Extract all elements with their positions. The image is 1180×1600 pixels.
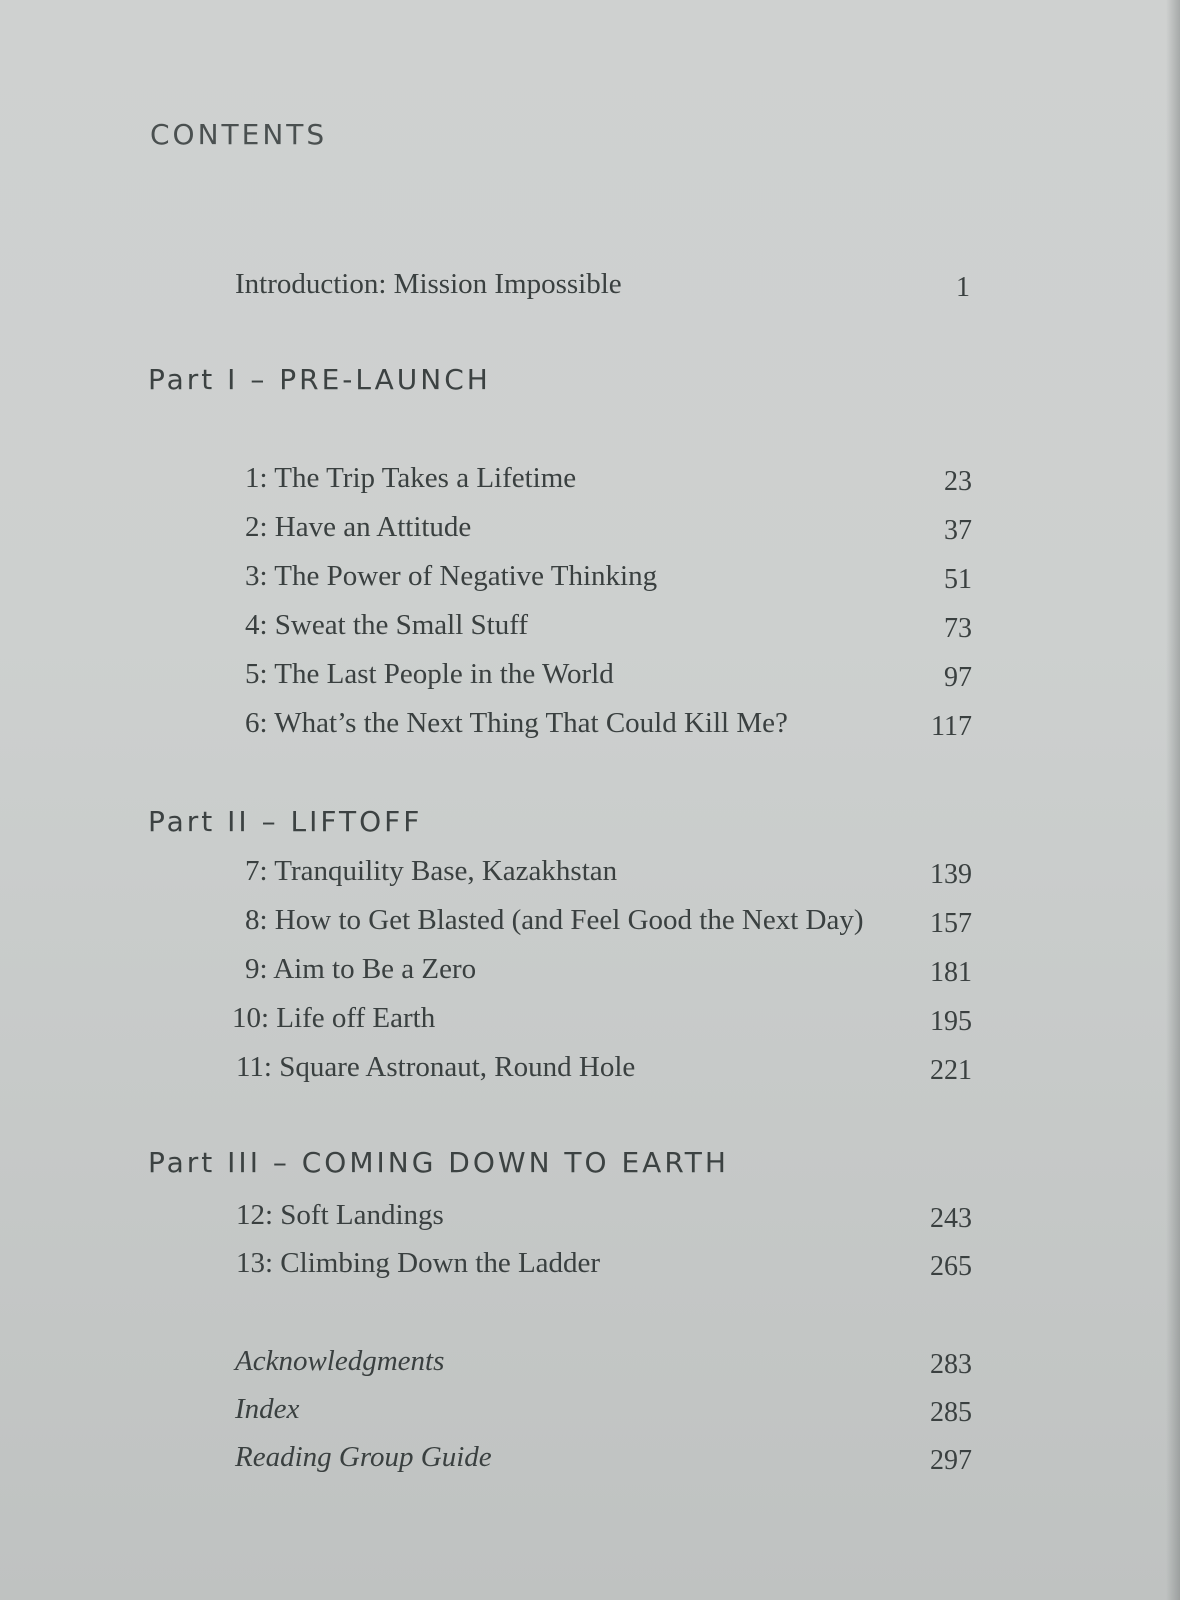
entry-page-number: 283 — [930, 1349, 972, 1380]
toc-entry-chapter-1 — [0, 462, 1180, 502]
toc-entry-chapter-6 — [0, 707, 1180, 747]
part-title-liftoff: Part II – LIFTOFF — [148, 805, 423, 838]
entry-label: 4: Sweat the Small Stuff — [245, 609, 529, 641]
entry-label: 1: The Trip Takes a Lifetime — [245, 462, 577, 494]
entry-label: 13: Climbing Down the Ladder — [236, 1247, 601, 1279]
entry-label: Index — [235, 1393, 300, 1425]
entry-label: 2: Have an Attitude — [245, 511, 472, 543]
entry-label: 8: How to Get Blasted (and Feel Good the Next Day) — [245, 904, 864, 936]
entry-page-number: 285 — [930, 1397, 972, 1428]
entry-label: 11: Square Astronaut, Round Hole — [236, 1051, 636, 1083]
toc-entry-chapter-12 — [0, 1199, 1180, 1239]
entry-page-number: 181 — [930, 957, 972, 988]
entry-label: 3: The Power of Negative Thinking — [245, 560, 658, 592]
entry-page-number: 157 — [930, 908, 972, 939]
entry-page-number: 221 — [930, 1055, 972, 1086]
entry-page-number: 265 — [930, 1251, 972, 1282]
toc-entry-chapter-13 — [0, 1247, 1180, 1287]
toc-entry-chapter-8 — [0, 904, 1180, 944]
entry-page-number: 297 — [930, 1445, 972, 1476]
contents-title: CONTENTS — [150, 118, 328, 151]
entry-page-number: 195 — [930, 1006, 972, 1037]
toc-entry-introduction — [0, 268, 1180, 308]
entry-label: Acknowledgments — [235, 1345, 445, 1377]
entry-label: 9: Aim to Be a Zero — [245, 953, 477, 985]
toc-entry-chapter-3 — [0, 560, 1180, 600]
toc-entry-chapter-4 — [0, 609, 1180, 649]
toc-entry-chapter-7 — [0, 855, 1180, 895]
entry-page-number: 97 — [944, 662, 972, 693]
entry-label: Introduction: Mission Impossible — [235, 268, 622, 300]
entry-label: 7: Tranquility Base, Kazakhstan — [245, 855, 618, 887]
entry-page-number: 73 — [944, 613, 972, 644]
entry-label: 12: Soft Landings — [236, 1199, 444, 1231]
entry-page-number: 243 — [930, 1203, 972, 1234]
toc-entry-index — [0, 1393, 1180, 1433]
entry-page-number: 1 — [956, 272, 970, 303]
entry-page-number: 37 — [944, 515, 972, 546]
part-title-pre-launch: Part I – PRE-LAUNCH — [148, 363, 491, 396]
entry-label: 6: What’s the Next Thing That Could Kill Me? — [245, 707, 788, 739]
entry-label: 5: The Last People in the World — [245, 658, 614, 690]
entry-label: 10: Life off Earth — [232, 1002, 436, 1034]
toc-entry-chapter-9 — [0, 953, 1180, 993]
toc-entry-reading-group-guide — [0, 1441, 1180, 1481]
entry-page-number: 139 — [930, 859, 972, 890]
part-title-coming-down-to-earth: Part III – COMING DOWN TO EARTH — [148, 1146, 729, 1179]
entry-label: Reading Group Guide — [235, 1441, 492, 1473]
toc-entry-chapter-5 — [0, 658, 1180, 698]
toc-entry-chapter-11 — [0, 1051, 1180, 1091]
entry-page-number: 23 — [944, 466, 972, 497]
toc-entry-chapter-10 — [0, 1002, 1180, 1042]
toc-entry-chapter-2 — [0, 511, 1180, 551]
entry-page-number: 117 — [931, 711, 972, 742]
toc-entry-acknowledgments — [0, 1345, 1180, 1385]
entry-page-number: 51 — [944, 564, 972, 595]
